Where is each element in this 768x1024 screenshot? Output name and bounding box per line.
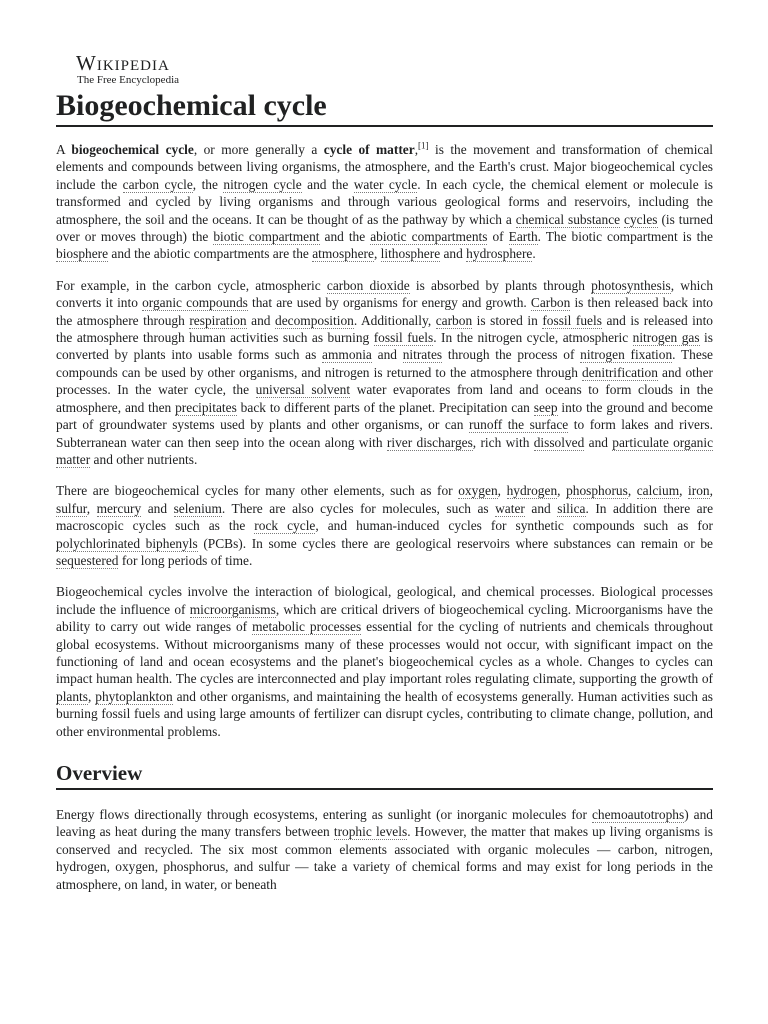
wiki-link[interactable]: chemical substance bbox=[515, 211, 621, 227]
wiki-link[interactable]: oxygen bbox=[458, 483, 498, 499]
logo-wordmark: Wikipedia bbox=[76, 51, 170, 75]
intro-paragraph-2: For example, in the carbon cycle, atmospheric carbon dioxide is absorbed by plants through photosynthesis, which converts it into organic compounds that are used by organisms for energy and growth. Carbon is then released back into the atmosphere through respiration and decomposition. Additionally, carbon is stored in fossil fuels and is released into the atmosphere through human activities such as burning fossil fuels. In the nitrogen cycle, atmospheric nitrogen gas is converted by plants into usable forms such as ammonia and nitrates through the process of nitrogen fixation. These compounds can be used by other organisms, and nitrogen is returned to the atmosphere through denitrification and other processes. In the water cycle, the universal solvent water evaporates from land and oceans to form clouds in the atmosphere, and then precipitates back to different parts of the planet. Precipitation can seep into the ground and become part of groundwater systems used by plants and other organisms, or can runoff the surface to form lakes and rivers. Subterranean water can then seep into the ocean along with river discharges, rich with dissolved and particulate organic matter and other nutrients. bbox=[56, 277, 714, 467]
intro-paragraph-3: There are biogeochemical cycles for many other elements, such as for oxygen, hydrogen, phosphorus, calcium, iron, sulfur, mercury and selenium. There are also cycles for molecules, such as water and silica. In addition there are macroscopic cycles such as the rock cycle, and human-induced cycles for synthetic compounds such as for polychlorinated biphenyls (PCBs). In some cycles there are geological reservoirs where substances can remain or be sequestered for long periods of time. bbox=[56, 483, 714, 568]
bold-term: cycle of matter bbox=[323, 142, 415, 157]
wiki-link[interactable]: iron bbox=[688, 483, 710, 499]
wiki-link[interactable]: hydrosphere bbox=[466, 246, 533, 262]
wiki-link[interactable]: chemoautotrophs bbox=[591, 807, 685, 822]
overview-paragraph-1: Energy flows directionally through ecosystems, entering as sunlight (or inorganic molecules for chemoautotrophs) and leaving as heat during the many transfers between trophic levels. However, the matter that makes up living organisms is conserved and recycled. The six most common elements associated with organic molecules — carbon, nitrogen, hydrogen, oxygen, phosphorus, and sulfur — take a variety of chemical forms and may exist for long periods in the atmosphere, on land, in water, or beneath bbox=[56, 807, 714, 892]
wiki-link[interactable]: mercury bbox=[96, 500, 142, 516]
wiki-link[interactable]: metabolic processes bbox=[252, 619, 362, 635]
citation-superscript bbox=[418, 141, 429, 151]
wiki-link[interactable]: particulate organic matter bbox=[56, 434, 714, 467]
wiki-link[interactable]: phytoplankton bbox=[95, 688, 173, 704]
wiki-link[interactable]: polychlorinated biphenyls bbox=[56, 535, 198, 551]
wiki-link[interactable]: Carbon bbox=[530, 295, 571, 311]
wiki-link[interactable]: atmosphere bbox=[312, 246, 374, 262]
wiki-link[interactable]: lithosphere bbox=[380, 246, 441, 262]
wiki-link[interactable]: nitrogen gas bbox=[632, 330, 700, 346]
wiki-link[interactable]: biosphere bbox=[56, 246, 109, 262]
bold-term: biogeochemical cycle bbox=[71, 142, 194, 157]
wiki-link[interactable]: calcium bbox=[636, 483, 680, 499]
wiki-link[interactable]: nitrogen cycle bbox=[223, 176, 302, 192]
wiki-link[interactable]: carbon dioxide bbox=[326, 277, 410, 293]
citation-link[interactable]: [1] bbox=[418, 140, 429, 151]
wiki-link[interactable]: precipitates bbox=[175, 399, 237, 415]
wiki-link[interactable]: Earth bbox=[508, 229, 538, 245]
wiki-link[interactable]: carbon bbox=[435, 312, 473, 328]
wiki-link[interactable]: nitrates bbox=[402, 347, 443, 363]
wiki-link[interactable]: photosynthesis bbox=[591, 277, 671, 293]
intro-paragraph-1: A biogeochemical cycle, or more generally a cycle of matter,[1] is the movement and transformation of chemical elements and compounds between living organisms, the atmosphere, and the Earth's crust. Major biogeochemical cycles include the carbon cycle, the nitrogen cycle and the water cycle. In each cycle, the chemical element or molecule is transformed and cycled by living organisms and through various geological forms and reservoirs, including the atmosphere, the soil and the oceans. It can be thought of as the pathway by which a chemical substance cycles (is turned over or moves through) the biotic compartment and the abiotic compartments of Earth. The biotic compartment is the biosphere and the abiotic compartments are the atmosphere, lithosphere and hydrosphere. bbox=[56, 140, 714, 262]
wiki-link[interactable]: organic compounds bbox=[142, 295, 248, 311]
wiki-link[interactable]: biotic compartment bbox=[213, 229, 320, 245]
wiki-link[interactable]: water bbox=[495, 500, 525, 516]
wiki-link[interactable]: abiotic compartments bbox=[370, 229, 488, 245]
wiki-link[interactable]: decomposition bbox=[275, 312, 354, 328]
wiki-link[interactable]: rock cycle bbox=[254, 518, 316, 534]
wiki-link[interactable]: cycles bbox=[624, 211, 658, 227]
wiki-link[interactable]: runoff the surface bbox=[468, 417, 569, 433]
section-heading-overview: Overview bbox=[56, 760, 713, 790]
wiki-link[interactable]: selenium bbox=[173, 500, 222, 516]
wiki-link[interactable]: universal solvent bbox=[255, 382, 351, 398]
wiki-link[interactable]: river discharges bbox=[386, 434, 473, 450]
wiki-link[interactable]: sequestered bbox=[56, 552, 119, 568]
wiki-link[interactable]: silica bbox=[557, 500, 586, 516]
wiki-link[interactable]: fossil fuels bbox=[542, 312, 602, 328]
intro-paragraph-4: Biogeochemical cycles involve the interaction of biological, geological, and chemical processes. Biological processes include the influence of microorganisms, which are critical drivers of biogeochemical cycling. Microorganisms have the ability to carry out wide ranges of metabolic processes essential for the cycling of nutrients and chemicals throughout global ecosystems. Without microorganisms many of these processes would not occur, with significant impact on the functioning of land and ocean ecosystems and the planet's biogeochemical cycles as a whole. Changes to cycles can impact human health. The cycles are interconnected and play important roles regulating climate, supporting the growth of plants, phytoplankton and other organisms, and maintaining the health of ecosystems generally. Human activities such as burning fossil fuels and using large amounts of fertilizer can disrupt cycles, contributing to climate change, pollution, and other environmental problems. bbox=[56, 584, 713, 739]
wiki-link[interactable]: trophic levels bbox=[333, 824, 408, 840]
wiki-link[interactable]: sulfur bbox=[56, 500, 87, 516]
wiki-link[interactable]: carbon cycle bbox=[122, 176, 193, 192]
wiki-link[interactable]: fossil fuels bbox=[373, 330, 434, 346]
logo-tagline: The Free Encyclopedia bbox=[77, 74, 180, 86]
wikipedia-logo[interactable] bbox=[56, 52, 713, 86]
page-title: Biogeochemical cycle bbox=[56, 88, 713, 127]
wiki-link[interactable]: microorganisms bbox=[189, 601, 276, 617]
wiki-link[interactable]: water cycle bbox=[353, 176, 418, 192]
wiki-link[interactable]: respiration bbox=[189, 312, 247, 328]
wiki-link[interactable]: seep bbox=[533, 399, 558, 415]
wiki-link[interactable]: phosphorus bbox=[566, 483, 628, 499]
article bbox=[56, 52, 713, 893]
wiki-link[interactable]: dissolved bbox=[533, 434, 585, 450]
wiki-link[interactable]: plants bbox=[56, 688, 88, 704]
wiki-link[interactable]: nitrogen fixation bbox=[580, 347, 673, 363]
wiki-link[interactable]: hydrogen bbox=[506, 483, 558, 499]
wiki-link[interactable]: denitrification bbox=[582, 364, 658, 380]
wiki-link[interactable]: ammonia bbox=[322, 347, 372, 363]
